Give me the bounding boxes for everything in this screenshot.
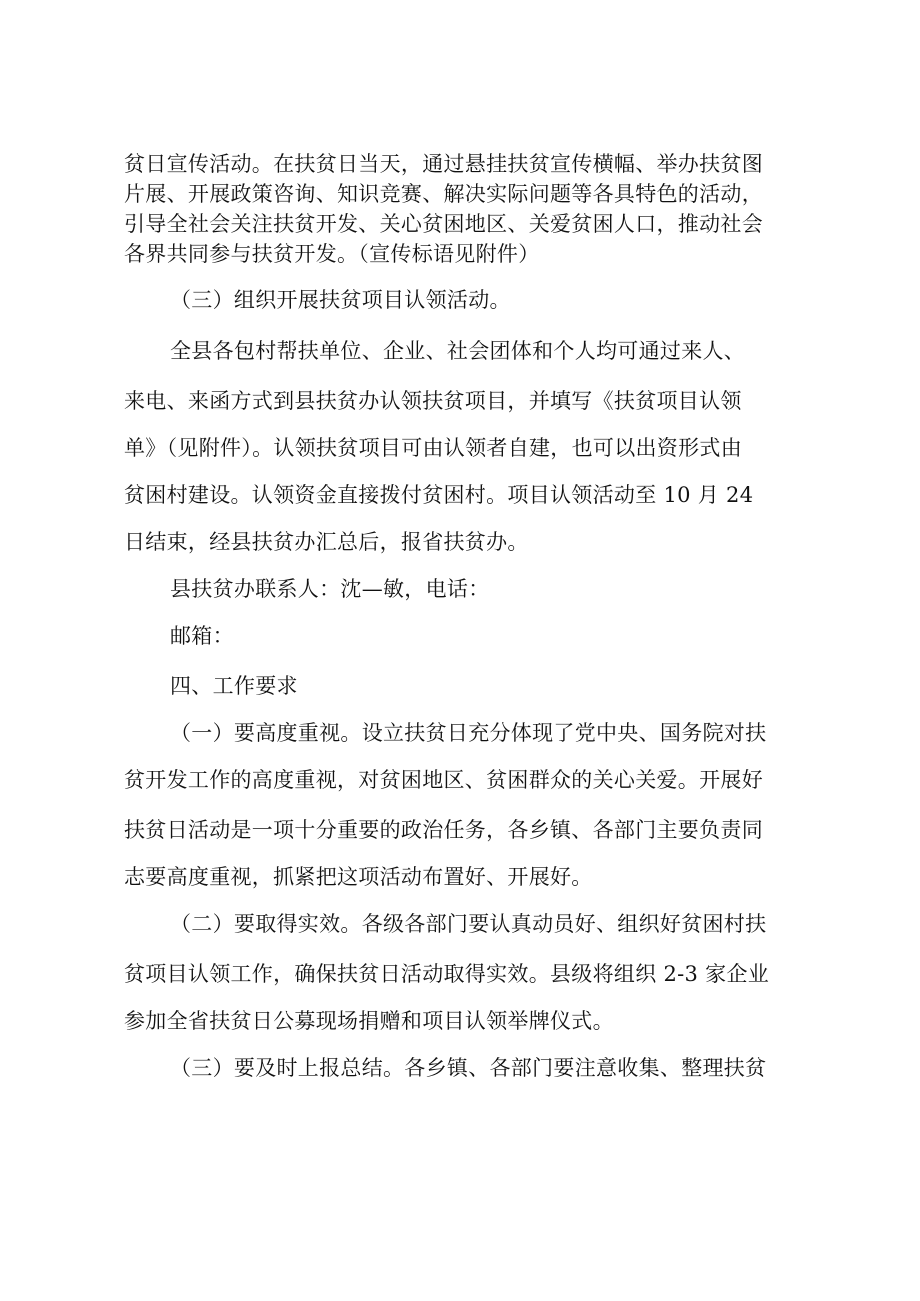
paragraph-line: （一）要高度重视。设立扶贫日充分体现了党中央、国务院对扶 (170, 721, 767, 745)
paragraph-line: 贫项目认领工作，确保扶贫日活动取得实效。县级将组织 2-3 家企业 (124, 962, 770, 986)
section-heading: （三）组织开展扶贫项目认领活动。 (170, 288, 511, 312)
paragraph-line: （二）要取得实效。各级各部门要认真动员好、组织好贫困村扶 (170, 912, 767, 936)
section-heading: 四、工作要求 (170, 674, 298, 698)
paragraph-line: 扶贫日活动是一项十分重要的政治任务，各乡镇、各部门主要负责同 (124, 818, 763, 842)
paragraph-line: 日结束，经县扶贫办汇总后，报省扶贫办。 (124, 530, 529, 554)
paragraph-line: 参加全省扶贫日公募现场捐赠和项目认领举牌仪式。 (124, 1009, 614, 1033)
paragraph-line: 来电、来函方式到县扶贫办认领扶贫项目，并填写《扶贫项目认领 (124, 389, 742, 413)
paragraph-line: 单》（见附件）。认领扶贫项目可由认领者自建，也可以出资形式由 (124, 436, 742, 460)
paragraph-line: 各界共同参与扶贫开发。（宣传标语见附件） (124, 242, 540, 266)
paragraph-line: 全县各包村帮扶单位、企业、社会团体和个人均可通过来人、 (170, 339, 746, 363)
paragraph-line: 贫日宣传活动。在扶贫日当天，通过悬挂扶贫宣传横幅、举办扶贫图 (124, 152, 763, 176)
email-line: 邮箱： (170, 624, 234, 648)
paragraph-line: （三）要及时上报总结。各乡镇、各部门要注意收集、整理扶贫 (170, 1056, 767, 1080)
paragraph-line: 贫困村建设。认领资金直接拨付贫困村。项目认领活动至 10 月 24 (124, 483, 754, 507)
paragraph-line: 贫开发工作的高度重视，对贫困地区、贫困群众的关心关爱。开展好 (124, 768, 763, 792)
paragraph-line: 志要高度重视，抓紧把这项活动布置好、开展好。 (124, 865, 593, 889)
contact-line: 县扶贫办联系人：沈—敏，电话： (170, 577, 490, 601)
paragraph-line: 引导全社会关注扶贫开发、关心贫困地区、关爱贫困人口，推动社会 (124, 212, 763, 236)
paragraph-line: 片展、开展政策咨询、知识竞赛、解决实际问题等各具特色的活动， (124, 182, 763, 206)
